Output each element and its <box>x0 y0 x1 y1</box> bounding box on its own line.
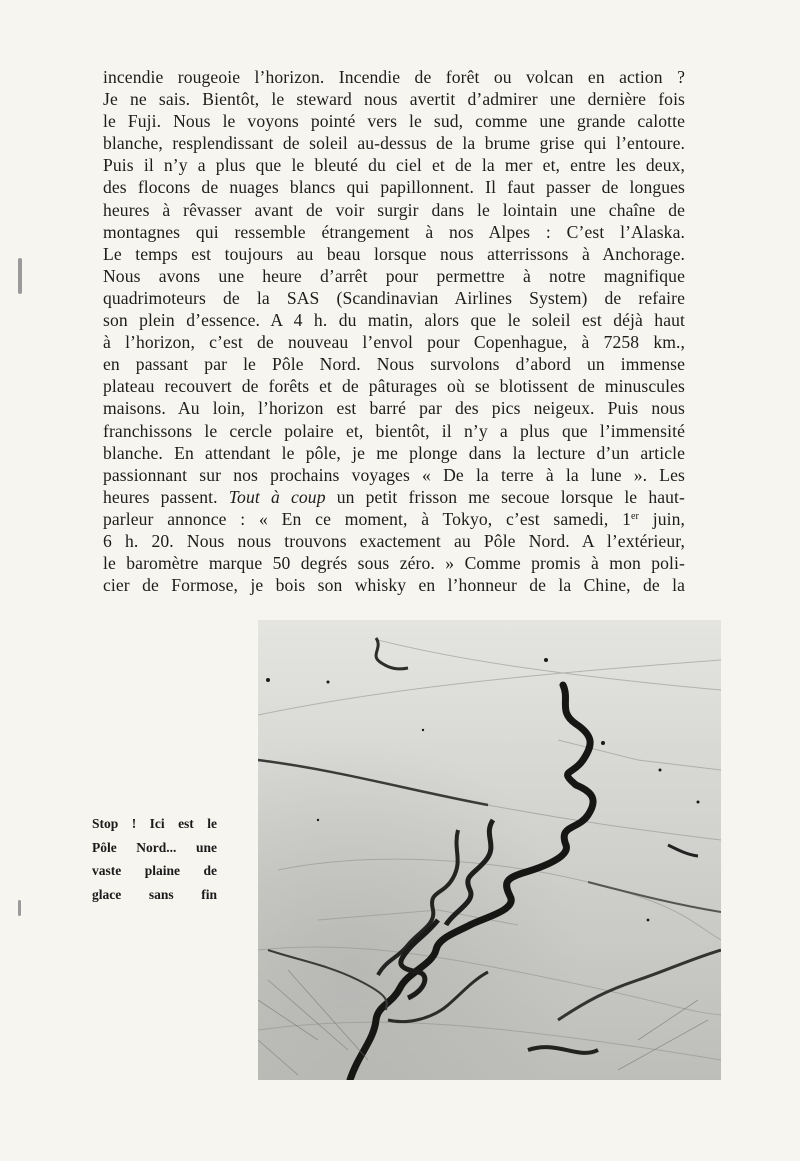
ice-photo-drawing <box>258 620 721 1080</box>
text-span: juin, <box>638 508 685 529</box>
body-text <box>103 66 685 596</box>
scan-margin-mark <box>18 900 21 916</box>
text-line: en passant par le Pôle Nord. Nous survolons d’abord un immense <box>103 354 685 375</box>
caption-line: vaste plaine de <box>92 863 217 878</box>
text-line: plateau recouvert de forêts et de pâturages où se blotissent de minuscules <box>103 376 685 397</box>
north-pole-ice-photo <box>258 620 721 1080</box>
italic-phrase: Tout à coup <box>228 486 326 507</box>
ordinal-superscript: er <box>631 510 639 522</box>
text-line: le Fuji. Nous le voyons pointé vers le sud, comme une grande calotte <box>103 111 685 132</box>
text-line: son plein d’essence. A 4 h. du matin, alors que le soleil est déjà haut <box>103 310 685 331</box>
text-line: maisons. Au loin, l’horizon est barré par des pics neigeux. Puis nous <box>103 398 685 419</box>
photo-caption <box>92 812 217 906</box>
text-line: 6 h. 20. Nous nous trouvons exactement au Pôle Nord. A l’extérieur, <box>103 530 685 551</box>
text-line: blanche, resplendissant de soleil au-dessus de la brume grise qui l’entoure. <box>103 133 685 154</box>
text-span: heures passent. <box>103 486 229 507</box>
text-line: heures à rêvasser avant de voir surgir dans le lointain une chaîne de <box>103 199 685 220</box>
text-line: Puis il n’y a plus que le bleuté du ciel et de la mer et, entre les deux, <box>103 155 685 176</box>
text-line: Le temps est toujours au beau lorsque nous atterrissons à Anchorage. <box>103 243 685 264</box>
text-span: parleur annonce : « En ce moment, à Tokyo, c’est samedi, 1 <box>103 508 632 529</box>
text-line <box>103 508 685 530</box>
caption-line: Stop ! Ici est le <box>92 816 217 831</box>
text-line: cier de Formose, je bois son whisky en l’honneur de la Chine, de la <box>103 575 685 596</box>
text-line: quadrimoteurs de la SAS (Scandinavian Airlines System) de refaire <box>103 287 685 308</box>
text-line <box>103 486 685 508</box>
text-line: franchissons le cercle polaire et, bientôt, il n’y a plus que l’immensité <box>103 420 685 441</box>
text-line: passionnant sur nos prochains voyages « De la terre à la lune ». Les <box>103 464 685 485</box>
text-line: à l’horizon, c’est de nouveau l’envol pour Copenhague, à 7258 km., <box>103 332 685 353</box>
text-line: le baromètre marque 50 degrés sous zéro. » Comme promis à mon poli- <box>103 553 685 574</box>
text-line: Nous avons une heure d’arrêt pour permettre à notre magnifique <box>103 265 685 286</box>
scan-margin-mark <box>18 258 22 294</box>
text-line: des flocons de nuages blancs qui papillonnent. Il faut passer de longues <box>103 177 685 198</box>
text-line: montagnes qui ressemble étrangement à nos Alpes : C’est l’Alaska. <box>103 221 685 242</box>
text-line: Je ne sais. Bientôt, le steward nous avertit d’admirer une dernière fois <box>103 89 685 110</box>
text-line: incendie rougeoie l’horizon. Incendie de forêt ou volcan en action ? <box>103 67 685 87</box>
text-line: blanche. En attendant le pôle, je me plonge dans la lecture d’un article <box>103 442 685 463</box>
caption-line: glace sans fin <box>92 886 217 902</box>
text-span: un petit frisson me secoue lorsque le haut- <box>325 486 685 507</box>
caption-line: Pôle Nord... une <box>92 839 217 855</box>
